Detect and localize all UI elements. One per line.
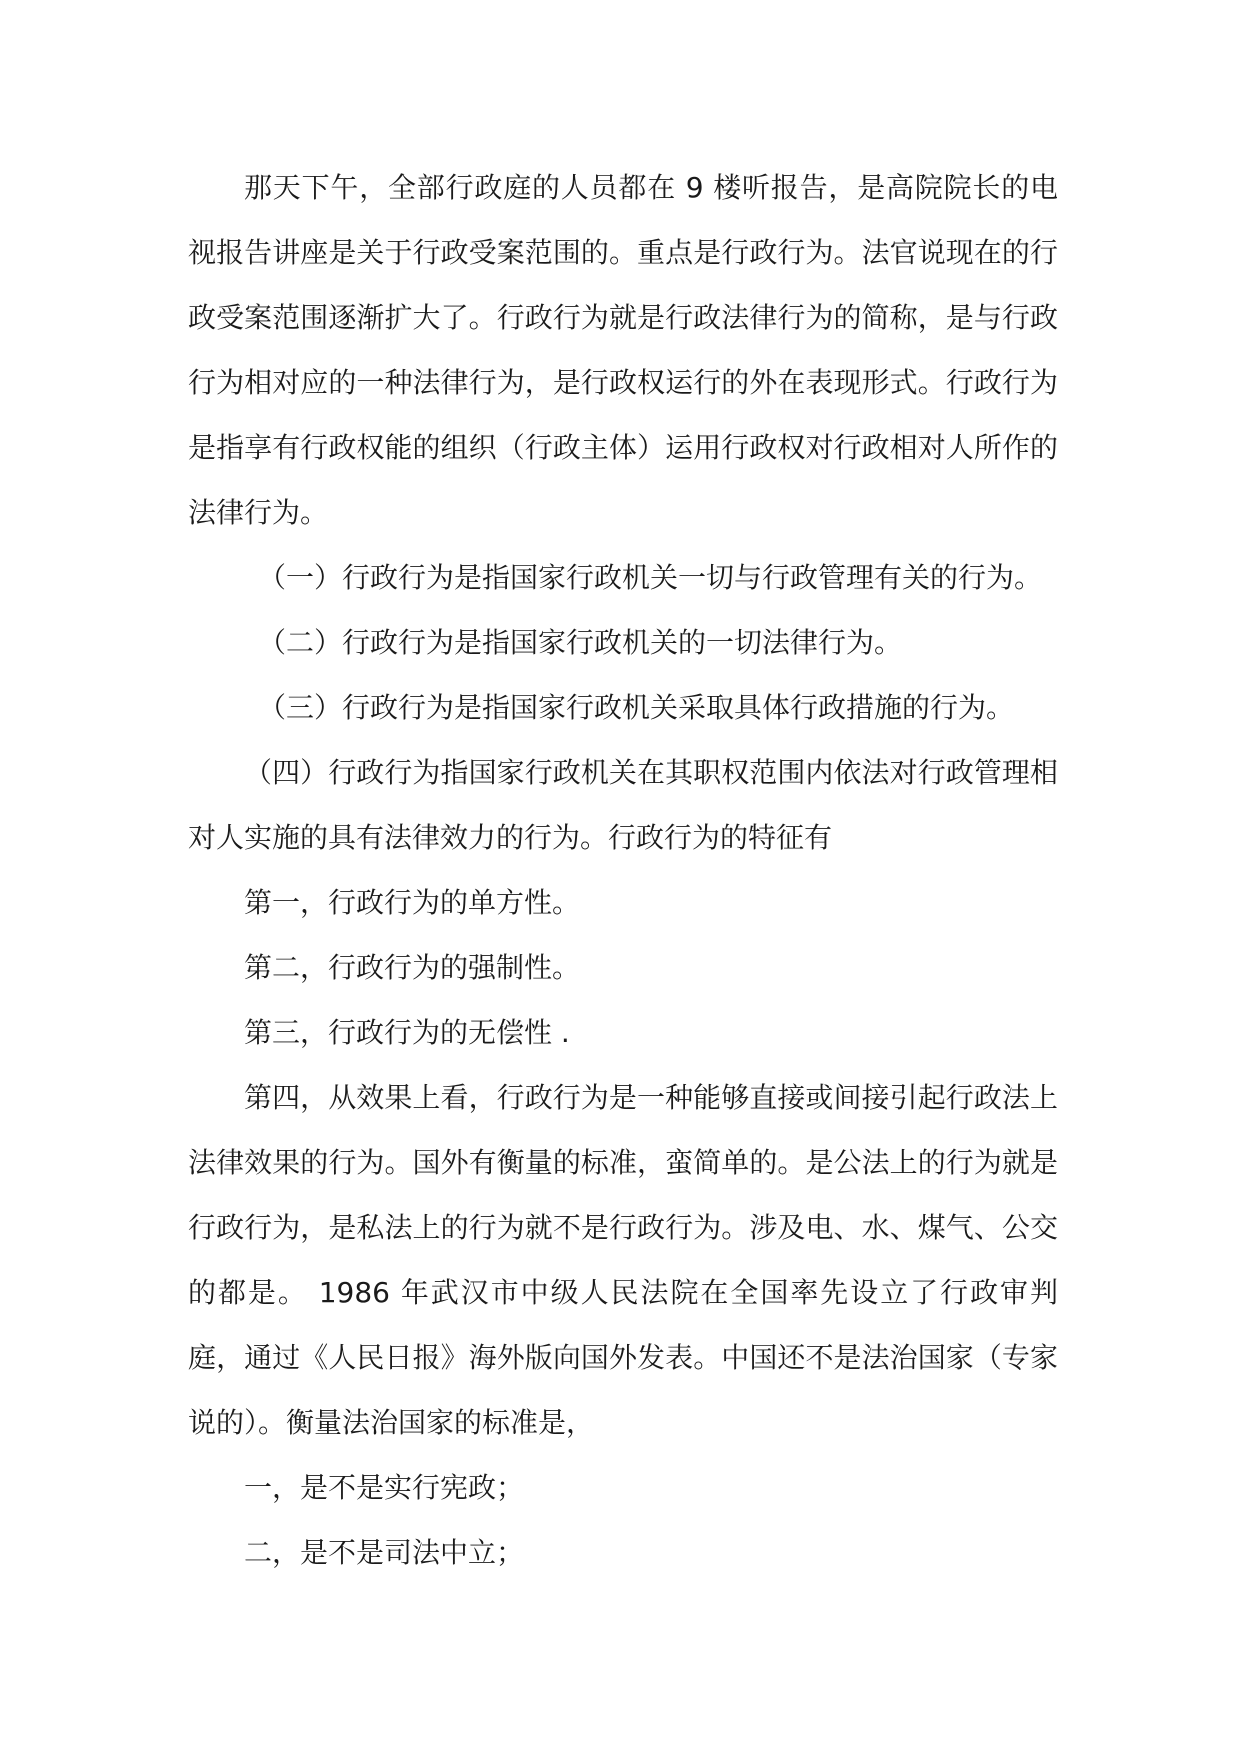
- paragraph-standard-2: 二，是不是司法中立；: [244, 1536, 525, 1569]
- paragraph-standard-1: 一，是不是实行宪政；: [244, 1471, 525, 1504]
- paragraph-feature-2: 第二，行政行为的强制性。: [244, 951, 581, 984]
- paragraph-item-4: （四）行政行为指国家行政机关在其职权范围内依法对行政管理相对人实施的具有法律效力的行为。行政行为的特征有: [188, 756, 1058, 854]
- paragraph-intro: 那天下午，全部行政庭的人员都在 9 楼听报告，是高院院长的电视报告讲座是关于行政受案范围的。重点是行政行为。法官说现在的行政受案范围逐渐扩大了。行政行为就是行政法律行为的简称，是与行政行为相对应的一种法律行为，是行政权运行的外在表现形式。行政行为是指享有行政权能的组织（行政主体）运用行政权对行政相对人所作的法律行为。: [188, 171, 1058, 529]
- document-body: [188, 155, 1058, 1585]
- paragraph-item-1: （一）行政行为是指国家行政机关一切与行政管理有关的行为。: [258, 561, 1043, 594]
- paragraph-item-3: （三）行政行为是指国家行政机关采取具体行政措施的行为。: [258, 691, 1015, 724]
- paragraph-item-2: （二）行政行为是指国家行政机关的一切法律行为。: [258, 626, 903, 659]
- paragraph-feature-1: 第一，行政行为的单方性。: [244, 886, 581, 919]
- paragraph-feature-3: 第三，行政行为的无偿性 .: [244, 1016, 570, 1049]
- paragraph-feature-4: 第四，从效果上看，行政行为是一种能够直接或间接引起行政法上法律效果的行为。国外有衡量的标准，蛮简单的。是公法上的行为就是行政行为，是私法上的行为就不是行政行为。涉及电、水、煤气、公交的都是。 1986 年武汉市中级人民法院在全国率先设立了行政审判庭，通过《人民日报》海外版向国外发表。中国还不是法治国家（专家说的）。衡量法治国家的标准是，: [188, 1081, 1058, 1439]
